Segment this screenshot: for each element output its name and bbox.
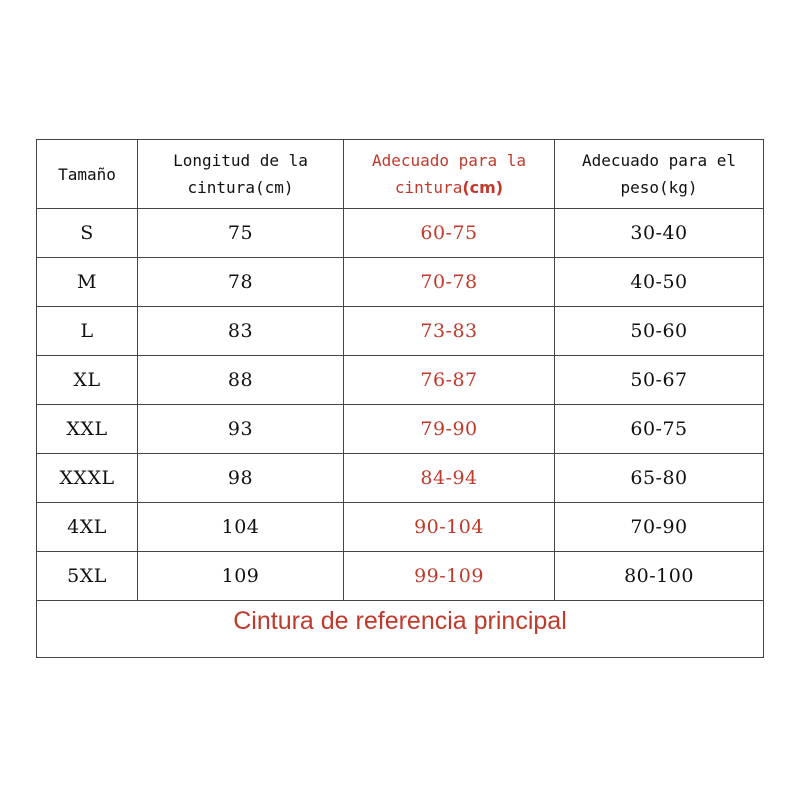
cell-suitable-waist: 76-87 (344, 356, 555, 405)
footer-note: Cintura de referencia principal (37, 601, 764, 658)
size-chart-table (36, 139, 764, 658)
header-waist-length-line1: Longitud de la (173, 151, 308, 170)
table-row (37, 209, 764, 258)
cell-suitable-waist: 90-104 (344, 503, 555, 552)
table-row (37, 356, 764, 405)
cell-waist-length: 104 (138, 503, 344, 552)
header-suitable-waist-line1: Adecuado para la (371, 151, 527, 170)
header-suitable-weight-line1: Adecuado para el (581, 151, 737, 170)
table-row (37, 552, 764, 601)
footer-row (37, 601, 764, 658)
cell-size: XXL (37, 405, 138, 454)
table-row (37, 405, 764, 454)
table-row (37, 454, 764, 503)
header-waist-length-line2: cintura(cm) (187, 178, 294, 197)
header-suitable-waist-unit: (cm) (462, 178, 504, 197)
cell-waist-length: 93 (138, 405, 344, 454)
header-suitable-weight (555, 140, 764, 209)
cell-waist-length: 98 (138, 454, 344, 503)
cell-size: S (37, 209, 138, 258)
table-row (37, 503, 764, 552)
cell-waist-length: 78 (138, 258, 344, 307)
cell-size: L (37, 307, 138, 356)
cell-suitable-waist: 70-78 (344, 258, 555, 307)
cell-suitable-waist: 99-109 (344, 552, 555, 601)
cell-suitable-waist: 73-83 (344, 307, 555, 356)
cell-suitable-weight: 70-90 (555, 503, 764, 552)
cell-size: XXXL (37, 454, 138, 503)
header-size-label: Tamaño (58, 164, 116, 184)
cell-size: M (37, 258, 138, 307)
header-suitable-weight-line2: peso(kg) (620, 178, 698, 197)
cell-suitable-weight: 50-60 (555, 307, 764, 356)
cell-suitable-weight: 30-40 (555, 209, 764, 258)
cell-waist-length: 75 (138, 209, 344, 258)
table-row (37, 307, 764, 356)
cell-size: XL (37, 356, 138, 405)
header-suitable-waist (344, 140, 555, 209)
header-size (37, 140, 138, 209)
cell-size: 5XL (37, 552, 138, 601)
header-suitable-waist-line2: cintura (394, 178, 463, 197)
cell-waist-length: 83 (138, 307, 344, 356)
header-waist-length (138, 140, 344, 209)
cell-suitable-waist: 79-90 (344, 405, 555, 454)
cell-suitable-weight: 50-67 (555, 356, 764, 405)
table-row (37, 258, 764, 307)
header-row (37, 140, 764, 209)
cell-suitable-weight: 65-80 (555, 454, 764, 503)
cell-waist-length: 88 (138, 356, 344, 405)
cell-suitable-weight: 40-50 (555, 258, 764, 307)
cell-suitable-waist: 84-94 (344, 454, 555, 503)
cell-suitable-weight: 60-75 (555, 405, 764, 454)
cell-suitable-waist: 60-75 (344, 209, 555, 258)
cell-size: 4XL (37, 503, 138, 552)
cell-suitable-weight: 80-100 (555, 552, 764, 601)
cell-waist-length: 109 (138, 552, 344, 601)
